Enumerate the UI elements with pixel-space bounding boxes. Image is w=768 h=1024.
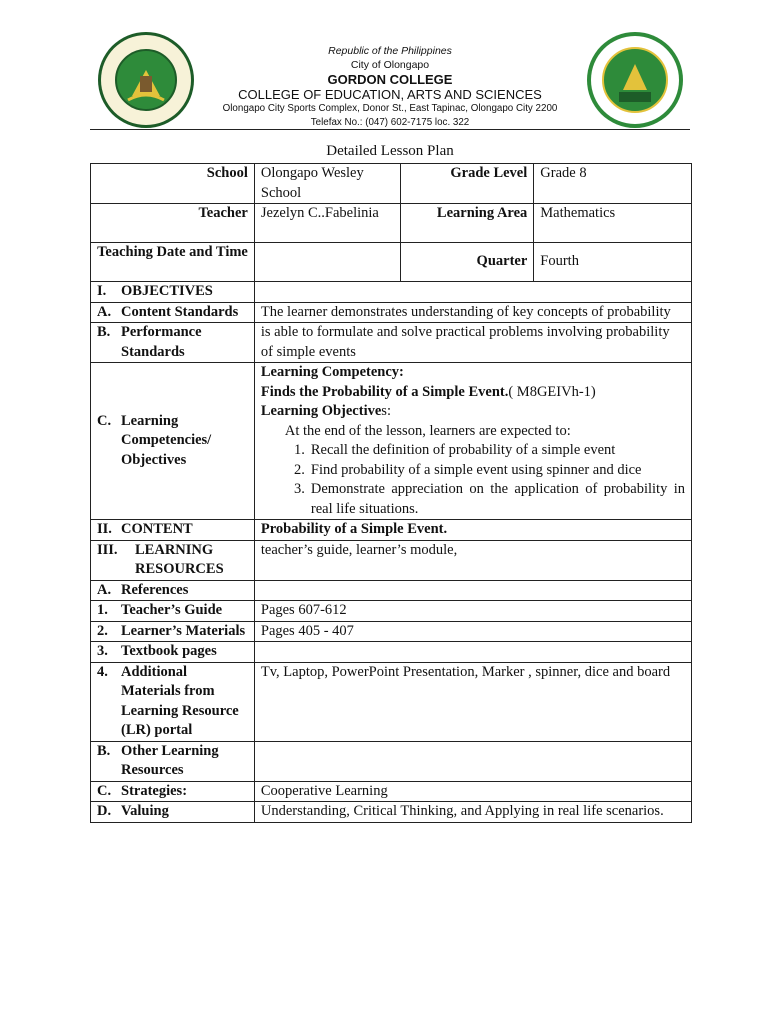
lesson-plan-table: [90, 163, 692, 823]
row-valuing: [91, 802, 692, 823]
document-title: Detailed Lesson Plan: [326, 143, 454, 159]
row-additional-materials: [91, 662, 692, 741]
performance-standards-label: Performance Standards: [121, 324, 202, 360]
objectives-num: I.: [97, 283, 107, 299]
textbook-pages-label: Textbook pages: [121, 643, 217, 659]
valuing-value: Understanding, Critical Thinking, and Applying in real life scenarios.: [254, 802, 691, 823]
letterhead-text: [190, 44, 590, 130]
department-name: COLLEGE OF EDUCATION, ARTS AND SCIENCES: [238, 87, 542, 102]
row-strategies: [91, 781, 692, 802]
learners-materials-label: Learner’s Materials: [121, 622, 246, 639]
resources-num: III.: [97, 541, 118, 558]
row-textbook-pages: [91, 642, 692, 663]
competencies-cell: [254, 363, 691, 520]
list-item: 2. Find probability of a simple event using spinner and dice: [294, 461, 642, 478]
republic-line: Republic of the Philippines: [328, 45, 452, 57]
strategies-value: Cooperative Learning: [254, 781, 691, 802]
header-divider: [90, 129, 690, 130]
objectives-heading: OBJECTIVES: [121, 283, 213, 299]
teachers-guide-num: 1.: [97, 602, 108, 618]
address-line: Olongapo City Sports Complex, Donor St., East Tapinac, Olongapo City 2200: [222, 103, 558, 114]
references-label: References: [121, 581, 189, 598]
learning-area-label: Learning Area: [400, 204, 534, 243]
school-value: Olongapo Wesley School: [254, 164, 400, 204]
quarter-value: Fourth: [534, 243, 692, 282]
row-content-standards: [91, 302, 692, 323]
quarter-label: Quarter: [400, 243, 534, 282]
city-line: City of Olongapo: [350, 59, 430, 71]
competencies-label: Learning Competencies/ Objectives: [121, 412, 212, 468]
textbook-pages-value: [254, 642, 691, 663]
learning-area-value: Mathematics: [534, 204, 692, 243]
row-teachers-guide: [91, 601, 692, 622]
row-references: [91, 580, 692, 601]
teacher-label: Teacher: [91, 204, 255, 243]
content-standards-num: A.: [97, 303, 112, 320]
teaching-date-label: Teaching Date and Time: [91, 243, 255, 282]
competency-text: Finds the Probability of a Simple Event.: [260, 383, 509, 400]
teacher-value: Jezelyn C..Fabelinia: [254, 204, 400, 243]
teachers-guide-value: Pages 607-612: [254, 601, 691, 622]
learners-materials-value: Pages 405 - 407: [254, 621, 691, 642]
row-performance-standards: [91, 323, 692, 363]
teaching-date-value: [254, 243, 400, 282]
grade-level-value: Grade 8: [534, 164, 692, 204]
learners-materials-num: 2.: [97, 622, 108, 639]
row-learning-resources: [91, 540, 692, 580]
gordon-college-seal-left: [96, 30, 196, 130]
row-learners-materials: [91, 621, 692, 642]
competencies-num: C.: [97, 412, 112, 429]
telefax-line: Telefax No.: (047) 602-7175 loc. 322: [310, 117, 470, 128]
row-other-resources: [91, 741, 692, 781]
content-value: Probability of a Simple Event.: [254, 520, 691, 541]
row-content: [91, 520, 692, 541]
additional-materials-value: Tv, Laptop, PowerPoint Presentation, Marker , spinner, dice and board: [254, 662, 691, 741]
competency-heading: Learning Competency:: [260, 364, 404, 380]
list-item: 3. Demonstrate appreciation on the application of probability in real life situations.: [294, 481, 685, 517]
resources-value: teacher’s guide, learner’s module,: [254, 540, 691, 580]
other-resources-label: Other Learning Resources: [121, 742, 219, 778]
row-school: [91, 164, 692, 204]
gordon-college-seal-right: [585, 30, 685, 130]
valuing-label: Valuing: [121, 803, 169, 819]
strategies-num: C.: [97, 782, 112, 799]
other-resources-num: B.: [97, 742, 111, 759]
row-learning-competencies: [91, 363, 692, 520]
textbook-pages-num: 3.: [97, 643, 108, 659]
performance-standards-value: is able to formulate and solve practical problems involving probability of simple events: [254, 323, 691, 363]
teachers-guide-label: Teacher’s Guide: [121, 602, 223, 618]
content-standards-value: The learner demonstrates understanding of key concepts of probability: [254, 302, 691, 323]
row-teacher: [91, 204, 692, 243]
strategies-label: Strategies:: [121, 782, 188, 799]
row-date-quarter: [91, 243, 692, 282]
objectives-subheading: Learning Objectives:: [260, 403, 391, 419]
row-objectives-heading: [91, 282, 692, 303]
references-num: A.: [97, 581, 112, 598]
grade-level-label: Grade Level: [400, 164, 534, 204]
competency-code: ( M8GEIVh-1): [508, 383, 596, 400]
other-resources-value: [254, 741, 691, 781]
competency-line: [261, 383, 685, 403]
college-name: GORDON COLLEGE: [327, 72, 453, 87]
valuing-num: D.: [97, 803, 112, 819]
list-item: 1. Recall the definition of probability of a simple event: [294, 442, 616, 458]
content-standards-label: Content Standards: [121, 303, 239, 320]
content-num: II.: [97, 521, 112, 537]
additional-materials-label: Additional Materials from Learning Resource (LR) portal: [121, 663, 239, 738]
letterhead: [90, 30, 690, 130]
objectives-list: [261, 441, 685, 519]
resources-label: LEARNING RESOURCES: [135, 541, 224, 577]
objectives-intro: At the end of the lesson, learners are expected to:: [284, 422, 571, 439]
content-label: CONTENT: [121, 521, 193, 537]
additional-materials-num: 4.: [97, 663, 108, 680]
performance-standards-num: B.: [97, 324, 111, 340]
school-label: School: [91, 164, 255, 204]
